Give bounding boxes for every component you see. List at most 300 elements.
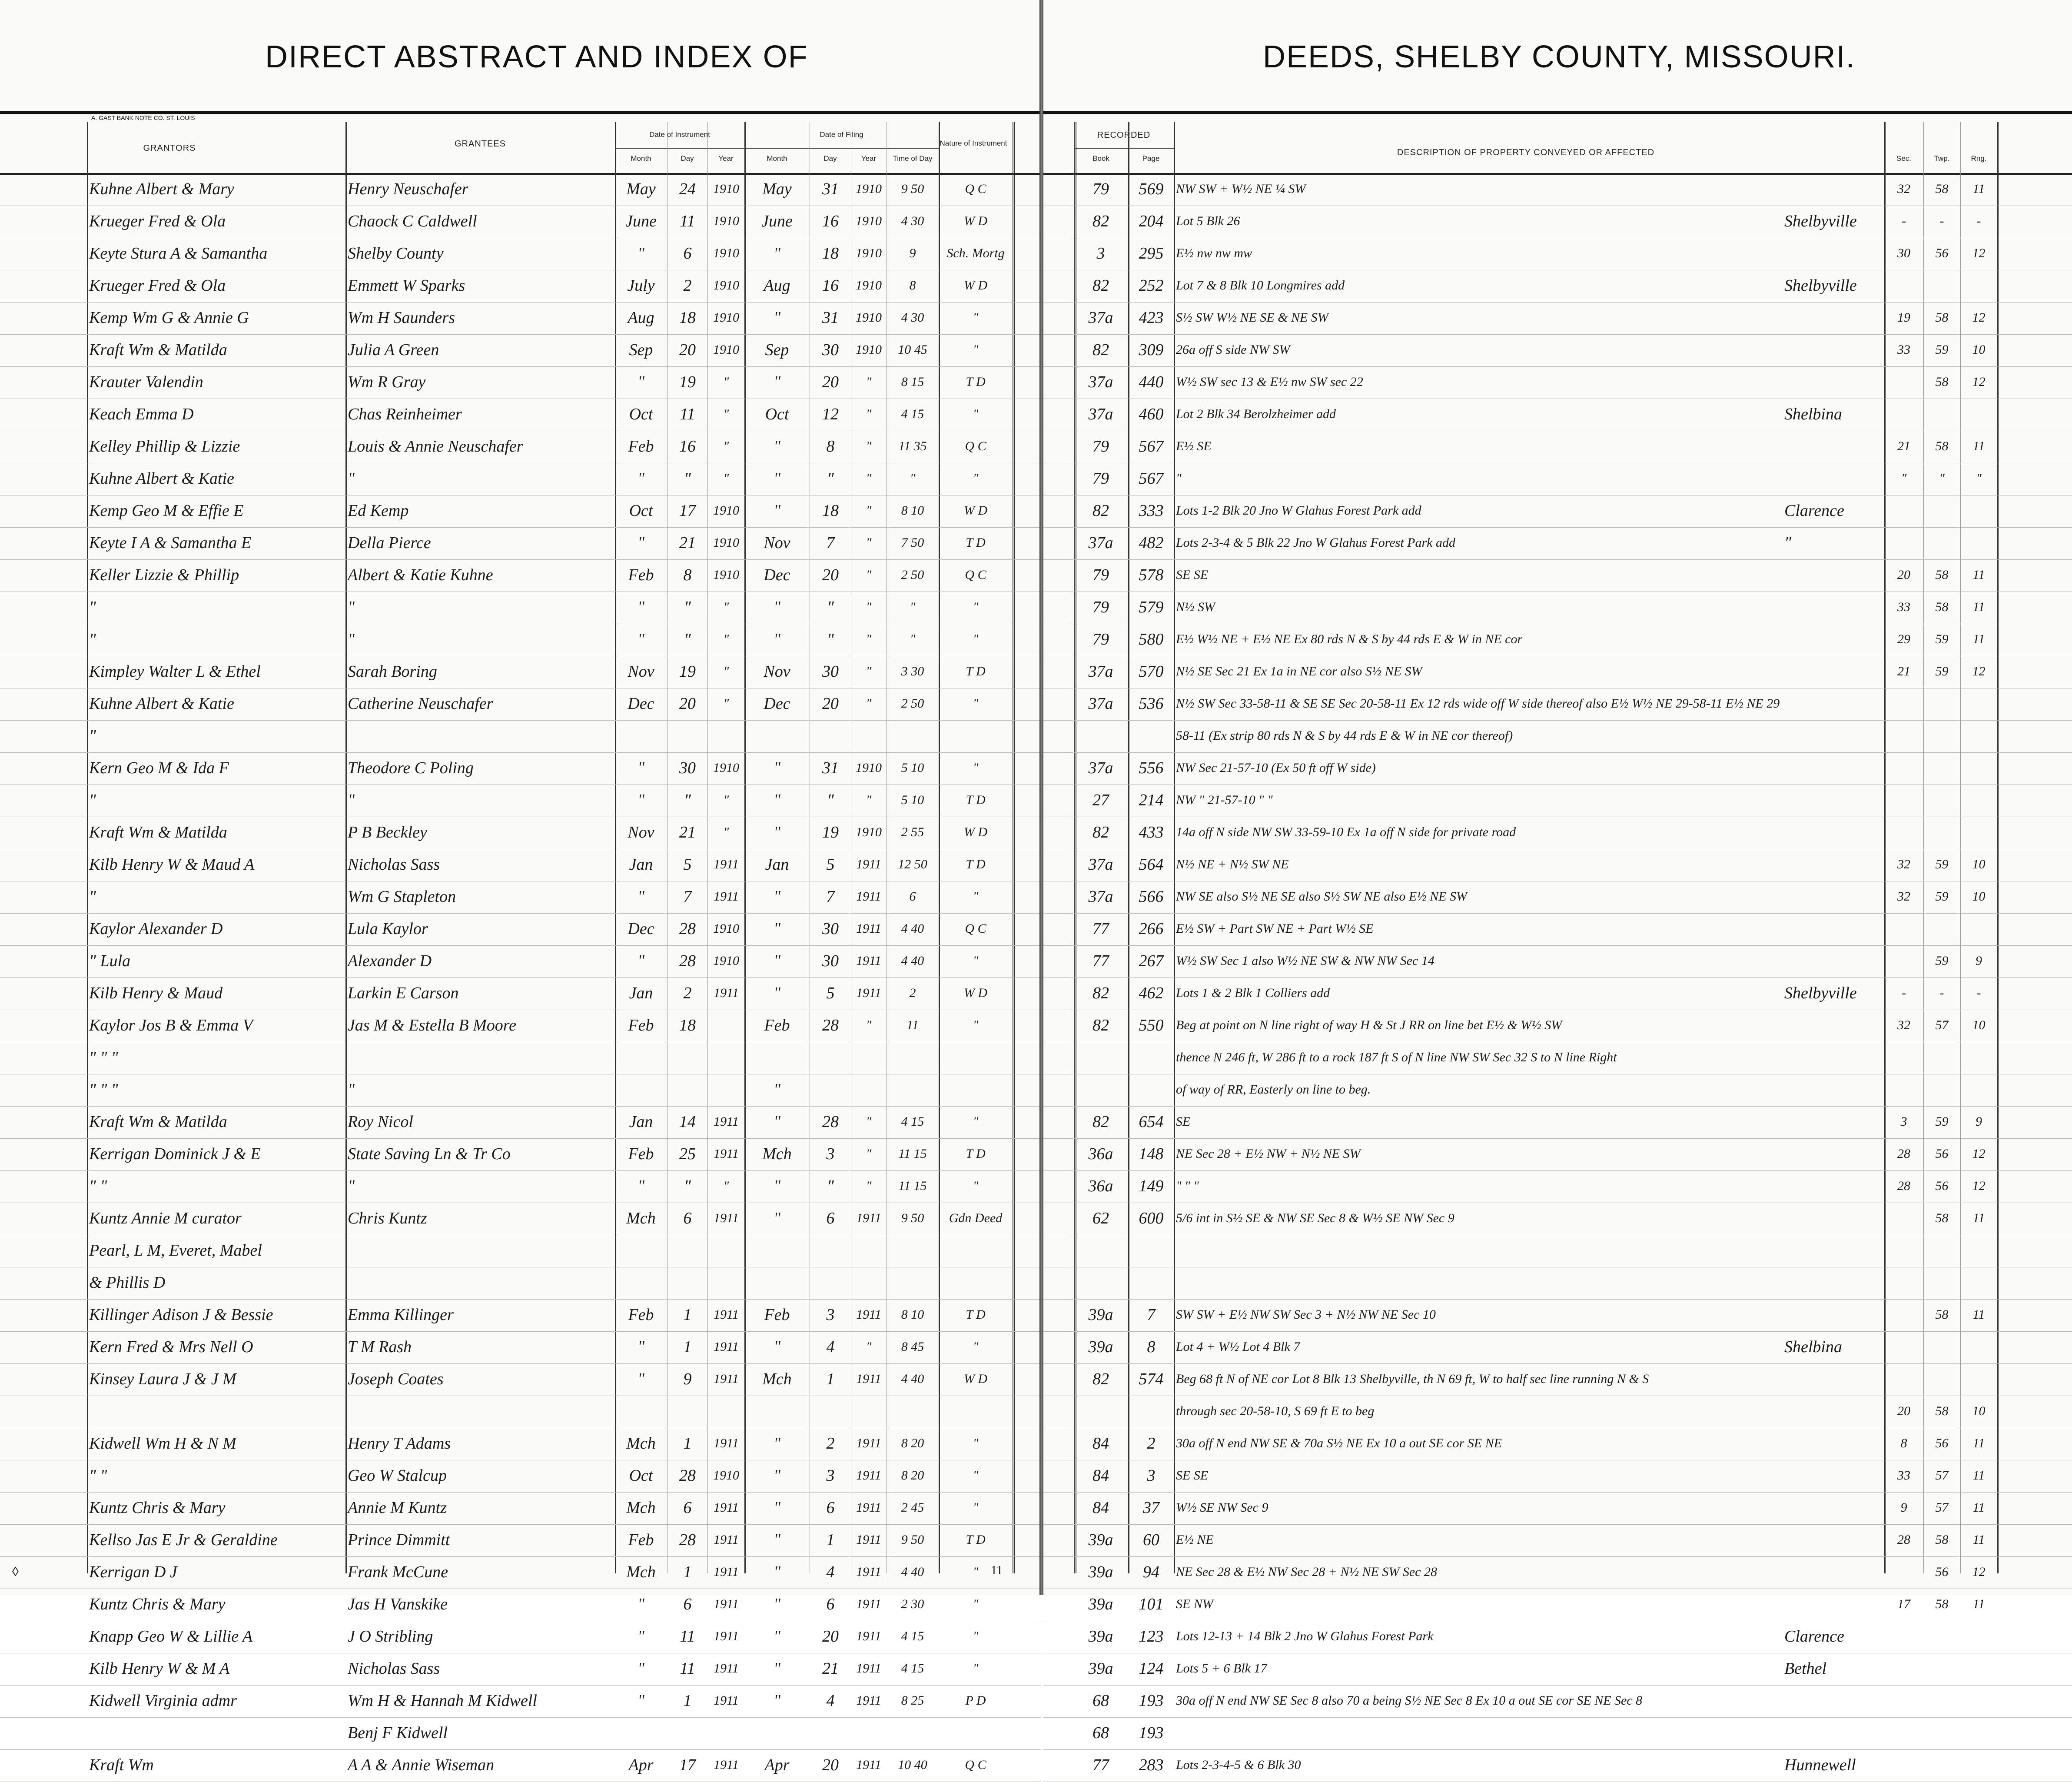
twp-cell: [1924, 1044, 1959, 1071]
right-ledger-row: [1043, 1493, 2072, 1525]
page-cell: 94: [1143, 1563, 1159, 1581]
page-cell: 423: [1139, 309, 1164, 327]
page-cell: 574: [1139, 1370, 1164, 1388]
time-of-day-cell: 4 15: [901, 1661, 924, 1676]
sec-cell: 30: [1897, 246, 1910, 260]
twp-cell: -: [1939, 214, 1944, 228]
grantor-cell: Kraft Wm & Matilda: [89, 823, 227, 841]
twp-cell: 58: [1935, 1533, 1949, 1547]
instrument-day-cell: ": [684, 791, 691, 809]
left-ledger-row: [0, 1074, 1041, 1107]
grantor-cell: Krauter Valendin: [89, 373, 203, 391]
book-cell: [1075, 1237, 1127, 1264]
time-of-day-cell: 9 50: [901, 182, 924, 196]
book-cell: 82: [1092, 1113, 1109, 1131]
description-cell: Lots 1-2 Blk 20 Jno W Glahus Forest Park add: [1176, 503, 1421, 518]
time-of-day-cell: [887, 722, 938, 749]
rng-cell: [1961, 1655, 1996, 1682]
twp-cell: 57: [1935, 1500, 1949, 1515]
filing-month-cell: ": [774, 1499, 780, 1517]
twp-cell: [1924, 1687, 1959, 1714]
sec-cell: 32: [1897, 1018, 1910, 1032]
description-cell: W½ SE NW Sec 9: [1176, 1500, 1268, 1515]
right-ledger-row: [1043, 1686, 2072, 1718]
instrument-month-cell: Feb: [628, 1016, 654, 1034]
instrument-day-cell: ": [684, 469, 691, 488]
instrument-month-cell: [616, 1076, 666, 1103]
sec-header: Sec.: [1896, 154, 1912, 163]
book-cell: 79: [1092, 598, 1109, 616]
filing-month-cell: May: [762, 180, 792, 198]
sec-cell: [1885, 1044, 1923, 1071]
description-cell: E½ nw nw mw: [1176, 246, 1252, 260]
page-cell: 252: [1139, 276, 1164, 295]
filing-month-cell: ": [774, 1177, 780, 1195]
filing-year-cell: ": [866, 568, 872, 582]
grantee-cell: Nicholas Sass: [348, 1659, 440, 1678]
description-cell: NW SE also S½ NE SE also S½ SW NE also E½ NE SW: [1176, 889, 1467, 904]
sec-cell: 21: [1897, 664, 1910, 678]
left-ledger-row: [0, 495, 1041, 528]
place-cell: [1784, 465, 1883, 492]
sec-cell: [1885, 369, 1923, 396]
filing-month-cell: Nov: [764, 662, 790, 681]
left-ledger-row: [0, 753, 1041, 785]
left-ledger-row: [0, 1718, 1041, 1750]
sec-cell: [1885, 1301, 1923, 1328]
instrument-year-cell: 1910: [713, 503, 739, 518]
grantee-cell: State Saving Ln & Tr Co: [348, 1145, 511, 1163]
place-cell: [1784, 1301, 1883, 1328]
right-ledger-row: [1043, 721, 2072, 753]
twp-cell: [1924, 529, 1959, 556]
time-of-day-cell: 4 40: [901, 921, 924, 936]
left-ledger-row: [0, 656, 1041, 688]
page-cell: 567: [1139, 437, 1164, 455]
grantee-cell: Albert & Katie Kuhne: [348, 566, 493, 584]
instrument-year-cell: 1910: [713, 214, 739, 228]
time-of-day-cell: 4 30: [901, 214, 924, 228]
instrument-day-cell: 11: [680, 1627, 695, 1646]
place-cell: Bethel: [1784, 1659, 1827, 1678]
right-ledger-row: [1043, 656, 2072, 688]
filing-day-cell: 1: [826, 1370, 835, 1388]
rng-cell: -: [1976, 214, 1981, 228]
filing-day-cell: ": [827, 598, 834, 616]
grantee-cell: Wm H & Hannah M Kidwell: [348, 1692, 537, 1710]
time-of-day-cell: 2 50: [901, 696, 924, 711]
grantor-cell: Kemp Geo M & Effie E: [89, 502, 244, 520]
instrument-day-cell: 2: [683, 984, 692, 1002]
book-cell: [1075, 1076, 1127, 1103]
right-ledger-row: [1043, 946, 2072, 978]
left-ledger-row: [0, 1332, 1041, 1364]
filing-year-cell: 1911: [856, 1565, 881, 1579]
time-of-day-cell: 8 25: [901, 1693, 924, 1708]
instrument-year-cell: 1910: [713, 1468, 739, 1483]
place-cell: [1784, 1719, 1883, 1746]
filing-month-header: Month: [767, 154, 787, 163]
page-cell: 564: [1139, 855, 1164, 874]
book-cell: 82: [1092, 1016, 1109, 1034]
instrument-month-cell: Feb: [628, 1145, 654, 1163]
rng-cell: 11: [1972, 1533, 1985, 1547]
time-of-day-cell: [887, 1719, 938, 1746]
filing-month-cell: Jan: [765, 855, 789, 874]
filing-month-cell: Sep: [765, 341, 789, 359]
filing-year-cell: 1910: [856, 825, 882, 839]
instrument-year-header: Year: [718, 154, 734, 163]
instrument-day-cell: [668, 1719, 707, 1746]
instrument-day-cell: 6: [683, 244, 692, 263]
filing-year-cell: [852, 722, 886, 749]
right-ledger-row: [1043, 1267, 2072, 1300]
grantor-cell: & Phillis D: [89, 1273, 166, 1292]
instrument-day-cell: 1: [683, 1434, 692, 1453]
rng-cell: ": [1976, 471, 1982, 485]
grantee-cell: J O Stribling: [348, 1627, 433, 1646]
time-of-day-cell: 8 45: [901, 1340, 924, 1354]
book-cell: 36a: [1088, 1145, 1113, 1163]
right-ledger-row: [1043, 206, 2072, 238]
time-of-day-cell: 9: [909, 246, 916, 260]
instrument-month-cell: Mch: [626, 1499, 656, 1517]
page-cell: [1129, 722, 1173, 749]
right-ledger-row: [1043, 1525, 2072, 1557]
place-cell: [1784, 1237, 1883, 1264]
page-cell: 266: [1139, 920, 1164, 938]
time-of-day-cell: 4 30: [901, 310, 924, 325]
sec-cell: [1885, 497, 1923, 524]
grantors-header: GRANTORS: [143, 143, 196, 153]
instrument-year-cell: ": [723, 407, 729, 421]
filing-month-cell: ": [774, 502, 780, 520]
sec-cell: [1885, 948, 1923, 974]
book-cell: 79: [1092, 630, 1109, 648]
filing-month-cell: Mch: [762, 1370, 792, 1388]
grantor-cell: Kilb Henry W & M A: [89, 1659, 230, 1678]
instrument-month-cell: Feb: [628, 437, 654, 455]
grantor-cell: Kern Fred & Mrs Nell O: [89, 1338, 253, 1356]
instrument-year-cell: 1911: [714, 1147, 739, 1161]
filing-month-cell: June: [761, 212, 793, 230]
filing-month-cell: Nov: [764, 534, 790, 552]
page-cell: 283: [1139, 1756, 1164, 1774]
time-of-day-cell: 4 15: [901, 1114, 924, 1129]
twp-cell: [1924, 915, 1959, 942]
book-cell: 84: [1092, 1466, 1109, 1485]
rng-cell: 12: [1972, 310, 1986, 325]
right-ledger-row: [1043, 1621, 2072, 1653]
instrument-month-cell: ": [638, 952, 644, 970]
nature-cell: ": [973, 889, 979, 904]
right-ledger-row: [1043, 1718, 2072, 1750]
date-group-rule: [615, 148, 939, 149]
instrument-day-cell: 5: [683, 855, 692, 874]
instrument-month-cell: Oct: [629, 502, 653, 520]
book-cell: 79: [1092, 469, 1109, 488]
left-ledger-row: [0, 978, 1041, 1010]
filing-year-cell: [852, 1398, 886, 1425]
right-ledger-row: [1043, 1107, 2072, 1139]
instrument-year-cell: 1911: [714, 1114, 739, 1129]
description-cell: 58-11 (Ex strip 80 rds N & S by 44 rds E & W in NE cor thereof): [1176, 728, 1513, 743]
rng-cell: 11: [1972, 1307, 1985, 1322]
instrument-year-cell: 1910: [713, 568, 739, 582]
grantor-cell: Kaylor Alexander D: [89, 920, 223, 938]
grantor-cell: Kraft Wm: [89, 1756, 154, 1774]
place-cell: Clarence: [1784, 1627, 1844, 1646]
nature-cell: W D: [963, 278, 988, 293]
instrument-month-cell: ": [638, 469, 644, 488]
twp-cell: -: [1939, 986, 1944, 1000]
grantee-cell: Roy Nicol: [348, 1113, 413, 1131]
grantor-cell: " ": [89, 1466, 107, 1485]
filing-year-cell: ": [866, 503, 872, 518]
grantor-cell: Krueger Fred & Ola: [89, 276, 226, 295]
sec-cell: [1885, 1623, 1923, 1650]
sec-cell: 19: [1897, 310, 1910, 325]
right-ledger-row: [1043, 817, 2072, 849]
time-of-day-cell: 10 40: [898, 1758, 927, 1772]
filing-year-cell: 1911: [856, 1500, 881, 1515]
right-ledger-row: [1043, 1203, 2072, 1235]
description-cell: Lots 2-3-4-5 & 6 Blk 30: [1176, 1758, 1301, 1772]
twp-cell: [1924, 1366, 1959, 1393]
book-cell: 77: [1092, 1756, 1109, 1774]
nature-cell: [940, 1719, 1011, 1746]
right-ledger-row: [1043, 624, 2072, 656]
filing-year-cell: 1911: [856, 1468, 881, 1483]
page-cell: 148: [1139, 1145, 1164, 1163]
sec-cell: [1885, 1719, 1923, 1746]
instrument-month-cell: ": [638, 598, 644, 616]
instrument-year-cell: 1911: [714, 1307, 739, 1322]
book-cell: 79: [1092, 566, 1109, 584]
rng-cell: 11: [1972, 632, 1985, 646]
place-cell: [1784, 562, 1883, 588]
grantee-cell: [348, 1237, 613, 1264]
left-ledger-row: [0, 1010, 1041, 1042]
instrument-day-cell: 1: [683, 1306, 692, 1324]
description-cell: Lots 1 & 2 Blk 1 Colliers add: [1176, 986, 1330, 1000]
page-cell: 193: [1139, 1724, 1164, 1742]
filing-month-cell: ": [774, 1659, 780, 1678]
time-of-day-cell: 9 50: [901, 1211, 924, 1225]
book-cell: 82: [1092, 1370, 1109, 1388]
description-cell: 14a off N side NW SW 33-59-10 Ex 1a off N side for private road: [1176, 825, 1516, 839]
nature-cell: T D: [966, 535, 986, 550]
time-of-day-cell: 6: [909, 889, 916, 904]
nature-cell: ": [973, 1340, 979, 1354]
sec-cell: [1885, 755, 1923, 781]
nature-cell: ": [973, 1629, 979, 1643]
instrument-day-cell: 11: [680, 212, 695, 230]
filing-year-cell: 1910: [856, 246, 882, 260]
place-cell: [1784, 690, 1883, 717]
instrument-year-cell: ": [723, 375, 729, 389]
page-cell: [1129, 1076, 1173, 1103]
filing-month-cell: ": [774, 984, 780, 1002]
left-ledger-row: [0, 1139, 1041, 1171]
grantee-cell: Wm G Stapleton: [348, 888, 456, 906]
grantor-cell: Pearl, L M, Everet, Mabel: [89, 1241, 262, 1260]
instrument-day-cell: 2: [683, 276, 692, 295]
nature-cell: [940, 1237, 1011, 1264]
instrument-month-cell: ": [638, 1595, 644, 1613]
filing-day-cell: ": [827, 469, 834, 488]
description-cell: Lot 5 Blk 26: [1176, 214, 1240, 228]
description-cell: 30a off N end NW SE & 70a S½ NE Ex 10 a out SE cor SE NE: [1176, 1436, 1502, 1450]
instrument-day-cell: [668, 1044, 707, 1071]
instrument-year-cell: 1910: [713, 310, 739, 325]
place-cell: [1784, 176, 1883, 203]
twp-cell: 58: [1935, 1404, 1949, 1418]
place-cell: [1784, 1687, 1883, 1714]
filing-day-header: Day: [823, 154, 837, 163]
twp-cell: [1924, 497, 1959, 524]
twp-cell: [1924, 1623, 1959, 1650]
filing-month-cell: ": [774, 823, 780, 841]
instrument-year-cell: ": [723, 825, 729, 839]
right-ledger-row: [1043, 1010, 2072, 1042]
right-ledger-row: [1043, 560, 2072, 592]
instrument-year-cell: 1911: [714, 1693, 739, 1708]
place-cell: [1784, 915, 1883, 942]
description-cell: SE NW: [1176, 1597, 1213, 1611]
filing-year-cell: ": [866, 1179, 872, 1193]
twp-cell: 59: [1935, 1114, 1949, 1129]
filing-month-cell: Feb: [764, 1016, 790, 1034]
page-cell: 566: [1139, 888, 1164, 906]
sec-cell: 20: [1897, 568, 1910, 582]
instrument-month-cell: ": [638, 373, 644, 391]
right-ledger-row: [1043, 914, 2072, 946]
book-cell: 36a: [1088, 1177, 1113, 1195]
page-cell: 567: [1139, 469, 1164, 488]
grantor-cell: Kimpley Walter L & Ethel: [89, 662, 261, 681]
instrument-month-cell: Nov: [628, 823, 654, 841]
nature-of-instrument-header: Nature of Instrument: [940, 139, 1007, 147]
filing-day-cell: 20: [822, 695, 839, 713]
book-cell: 27: [1092, 791, 1109, 809]
page-cell: 101: [1139, 1595, 1164, 1613]
filing-month-cell: ": [774, 1434, 780, 1453]
left-ledger-row: [0, 881, 1041, 914]
sec-cell: [1885, 272, 1923, 299]
filing-year-cell: ": [866, 1340, 872, 1354]
instrument-day-cell: 1: [683, 1692, 692, 1710]
filing-month-cell: ": [774, 373, 780, 391]
instrument-month-cell: Mch: [626, 1209, 656, 1227]
place-cell: [1784, 1108, 1883, 1135]
filing-year-cell: [852, 1269, 886, 1296]
time-of-day-cell: 5 10: [901, 761, 924, 775]
instrument-month-cell: Oct: [629, 1466, 653, 1485]
description-cell: thence N 246 ft, W 286 ft to a rock 187 ft S of N line NW SW Sec 32 S to N line Right: [1176, 1050, 1617, 1064]
filing-day-cell: 20: [822, 1627, 839, 1646]
filing-year-cell: 1910: [856, 182, 882, 196]
sec-cell: [1885, 915, 1923, 942]
left-ledger-row: [0, 1171, 1041, 1203]
nature-cell: T D: [966, 1533, 986, 1547]
rng-cell: 10: [1972, 1018, 1986, 1032]
book-cell: 39a: [1088, 1659, 1113, 1678]
grantee-cell: ": [348, 469, 355, 488]
place-cell: [1784, 1559, 1883, 1586]
place-cell: [1784, 883, 1883, 910]
instrument-month-cell: Jan: [629, 984, 653, 1002]
instrument-day-cell: 24: [679, 180, 696, 198]
grantee-cell: Emma Killinger: [348, 1306, 454, 1324]
time-of-day-cell: 4 15: [901, 407, 924, 421]
left-ledger-row: [0, 592, 1041, 624]
instrument-year-cell: 1910: [713, 535, 739, 550]
description-cell: [1176, 1719, 1784, 1746]
description-cell: NW SW + W½ NE ¼ SW: [1176, 182, 1306, 196]
time-of-day-cell: 8: [909, 278, 916, 293]
instrument-day-cell: 21: [679, 823, 696, 841]
filing-day-cell: 30: [822, 952, 839, 970]
filing-day-cell: 3: [826, 1466, 835, 1485]
place-cell: [1784, 1494, 1883, 1521]
title-rule-left: [0, 111, 1041, 114]
twp-cell: [1924, 1269, 1959, 1296]
instrument-year-cell: 1911: [714, 1500, 739, 1515]
filing-month-cell: ": [774, 1338, 780, 1356]
rng-cell: [1961, 497, 1996, 524]
rng-cell: -: [1976, 986, 1981, 1000]
page-cell: 60: [1143, 1531, 1159, 1549]
instrument-day-cell: 6: [683, 1209, 692, 1227]
grantee-cell: Henry Neuschafer: [348, 180, 468, 198]
grantor-cell: Knapp Geo W & Lillie A: [89, 1627, 253, 1646]
filing-day-cell: 6: [826, 1209, 835, 1227]
book-cell: 79: [1092, 180, 1109, 198]
sec-cell: 20: [1897, 1404, 1910, 1418]
right-ledger-row: [1043, 367, 2072, 399]
right-ledger-row: [1043, 495, 2072, 528]
book-cell: 39a: [1088, 1531, 1113, 1549]
nature-cell: T D: [966, 664, 986, 678]
page-cell: 556: [1139, 759, 1164, 777]
filing-month-cell: ": [774, 1627, 780, 1646]
grantees-header: GRANTEES: [454, 139, 506, 149]
twp-cell: 58: [1935, 1307, 1949, 1322]
sec-cell: [1885, 722, 1923, 749]
twp-cell: [1924, 1333, 1959, 1360]
rng-cell: [1961, 401, 1996, 428]
filing-month-cell: Dec: [764, 566, 790, 584]
time-of-day-cell: ": [910, 632, 916, 646]
sec-cell: 33: [1897, 1468, 1910, 1483]
place-cell: Clarence: [1784, 502, 1844, 520]
grantor-cell: Keach Emma D: [89, 405, 194, 423]
description-cell: [1176, 1237, 1784, 1264]
left-ledger-row: [0, 270, 1041, 303]
time-of-day-cell: ": [910, 471, 916, 485]
page-cell: 600: [1139, 1209, 1164, 1227]
place-cell: [1784, 787, 1883, 814]
instrument-month-cell: May: [626, 180, 656, 198]
instrument-day-cell: 19: [679, 662, 696, 681]
left-ledger-row: [0, 1525, 1041, 1557]
grantor-cell: Keller Lizzie & Phillip: [89, 566, 239, 584]
left-ledger-row: [0, 1557, 1041, 1589]
book-cell: [1075, 1044, 1127, 1071]
grantor-cell: Kuntz Annie M curator: [89, 1209, 242, 1227]
nature-cell: W D: [963, 214, 988, 228]
